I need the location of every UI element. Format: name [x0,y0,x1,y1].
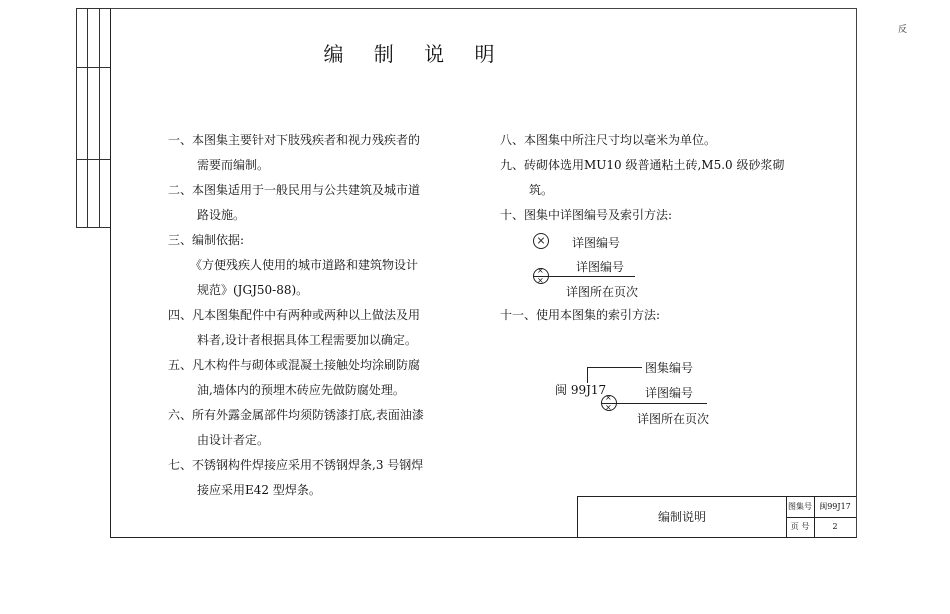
atlas-leader-line [617,403,707,404]
note-9-line-1: 九、砖砌体选用MU10 级普通粘土砖,M5.0 级砂浆砌 [500,158,785,172]
detail-number-label-1: 详图编号 [572,236,621,250]
detail-page-label-1: 详图所在页次 [566,285,639,299]
note-3-line-1: 三、编制依据: [168,233,245,247]
note-11: 十一、使用本图集的索引方法: [500,308,661,322]
note-1-line-2: 需要而编制。 [197,158,270,172]
detail-number-label-3: 详图编号 [645,386,694,400]
atlas-cross-top: × [605,393,612,402]
note-8: 八、本图集中所注尺寸均以毫米为单位。 [500,133,717,147]
note-11-wrap [500,303,660,328]
margin-mark: 反 [898,25,908,35]
leader-line [549,276,635,277]
note-10: 十、图集中详图编号及索引方法: [500,208,673,222]
cross-mark-bottom: × [537,276,544,285]
right-column [500,128,820,228]
note-5-line-2: 油,墙体内的预埋木砖应先做防腐处理。 [197,383,405,397]
atlas-cross-bottom: × [605,403,612,412]
note-2-line-2: 路设施。 [197,208,246,222]
title-block [577,496,856,537]
note-3-line-3: 规范》(JGJ50-88)。 [197,283,309,297]
note-5-line-1: 五、凡木构件与砌体或混凝土接触处均涂刷防腐 [168,358,421,372]
note-4-line-2: 料者,设计者根据具体工程需要加以确定。 [197,333,417,347]
cross-mark-top: × [537,266,544,275]
page-label: 页 号 [790,522,810,531]
page-title: 编 制 说 明 [323,42,507,66]
note-6-line-2: 由设计者定。 [197,433,270,447]
note-9-line-2: 筑。 [529,183,554,197]
note-7-line-2: 接应采用E42 型焊条。 [197,483,321,497]
atlas-number-label: 图集编号 [645,361,694,375]
detail-page-label-2: 详图所在页次 [637,412,710,426]
detail-number-label-2: 详图编号 [576,260,625,274]
title-block-name: 编制说明 [578,497,787,537]
atlas-label: 图集号 [788,502,812,511]
note-3-line-2: 《方便残疾人使用的城市道路和建筑物设计 [190,258,419,272]
cross-mark: × [536,234,546,247]
note-1-line-1: 一、本图集主要针对下肢残疾者和视力残疾者的 [168,133,421,147]
atlas-leader-horizontal [587,367,642,368]
note-7-line-1: 七、不锈钢构件焊接应采用不锈钢焊条,3 号钢焊 [168,458,424,472]
left-column [168,128,468,503]
note-6-line-1: 六、所有外露金属部件均须防锈漆打底,表面油漆 [168,408,424,422]
atlas-code: 闽 99J17 [555,383,607,397]
page-value: 2 [832,522,838,531]
note-2-line-1: 二、本图集适用于一般民用与公共建筑及城市道 [168,183,421,197]
note-4-line-1: 四、凡本图集配件中有两种或两种以上做法及用 [168,308,421,322]
detail-index-circle [533,233,549,249]
atlas-value: 闽99J17 [819,502,851,511]
